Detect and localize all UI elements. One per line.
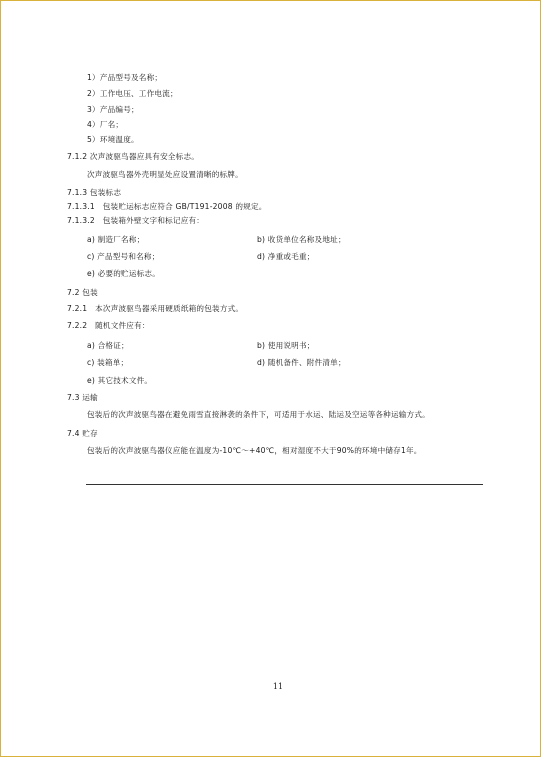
list-item-a: a) 制造厂名称； <box>87 235 145 244</box>
list-item-e: e) 其它技术文件。 <box>87 376 153 385</box>
paragraph-storage: 包装后的次声波驱鸟器仪应能在温度为-10℃～+40℃，相对湿度不大于90%的环境中储存1年。 <box>87 446 422 455</box>
heading-7-1-3: 7.1.3 包装标志 <box>67 188 122 197</box>
item-product-model: 1）产品型号及名称； <box>87 73 163 82</box>
paragraph-nameplate: 次声波驱鸟器外壳明显处应设置清晰的标牌。 <box>87 170 243 179</box>
list-item-c: c) 装箱单； <box>87 358 129 367</box>
heading-7-2-1: 7.2.1 本次声波驱鸟器采用硬质纸箱的包装方式。 <box>67 304 244 313</box>
list-item-b: b) 收货单位名称及地址； <box>257 235 346 244</box>
heading-7-1-3-1: 7.1.3.1 包装贮运标志应符合 GB/T191-2008 的规定。 <box>67 202 267 211</box>
heading-7-1-3-2: 7.1.3.2 包装箱外壁文字和标记应有： <box>67 216 205 225</box>
item-product-number: 3）产品编号； <box>87 105 139 114</box>
list-item-c: c) 产品型号和名称； <box>87 252 160 261</box>
paragraph-transport: 包装后的次声波驱鸟器在避免雨雪直接淋袭的条件下，可适用于水运、陆运及空运等各种运输方式。 <box>87 410 430 419</box>
heading-7-1-2: 7.1.2 次声波驱鸟器应具有安全标志。 <box>67 152 200 161</box>
heading-7-2-2: 7.2.2 随机文件应有： <box>67 321 150 330</box>
heading-7-3: 7.3 运输 <box>67 393 98 402</box>
item-voltage-current: 2）工作电压、工作电流； <box>87 89 178 98</box>
list-item-a: a) 合格证； <box>87 341 129 350</box>
end-rule <box>86 484 483 485</box>
item-ambient-temperature: 5）环境温度。 <box>87 135 139 144</box>
heading-7-2: 7.2 包装 <box>67 288 98 297</box>
list-item-d: d) 净重或毛重； <box>257 252 315 261</box>
list-item-d: d) 随机备件、附件清单； <box>257 358 346 367</box>
item-factory-name: 4）厂名； <box>87 120 124 129</box>
heading-7-4: 7.4 贮存 <box>67 429 98 438</box>
list-item-b: b) 使用说明书； <box>257 341 315 350</box>
page-number: 11 <box>272 682 284 691</box>
list-item-e: e) 必要的贮运标志。 <box>87 269 160 278</box>
